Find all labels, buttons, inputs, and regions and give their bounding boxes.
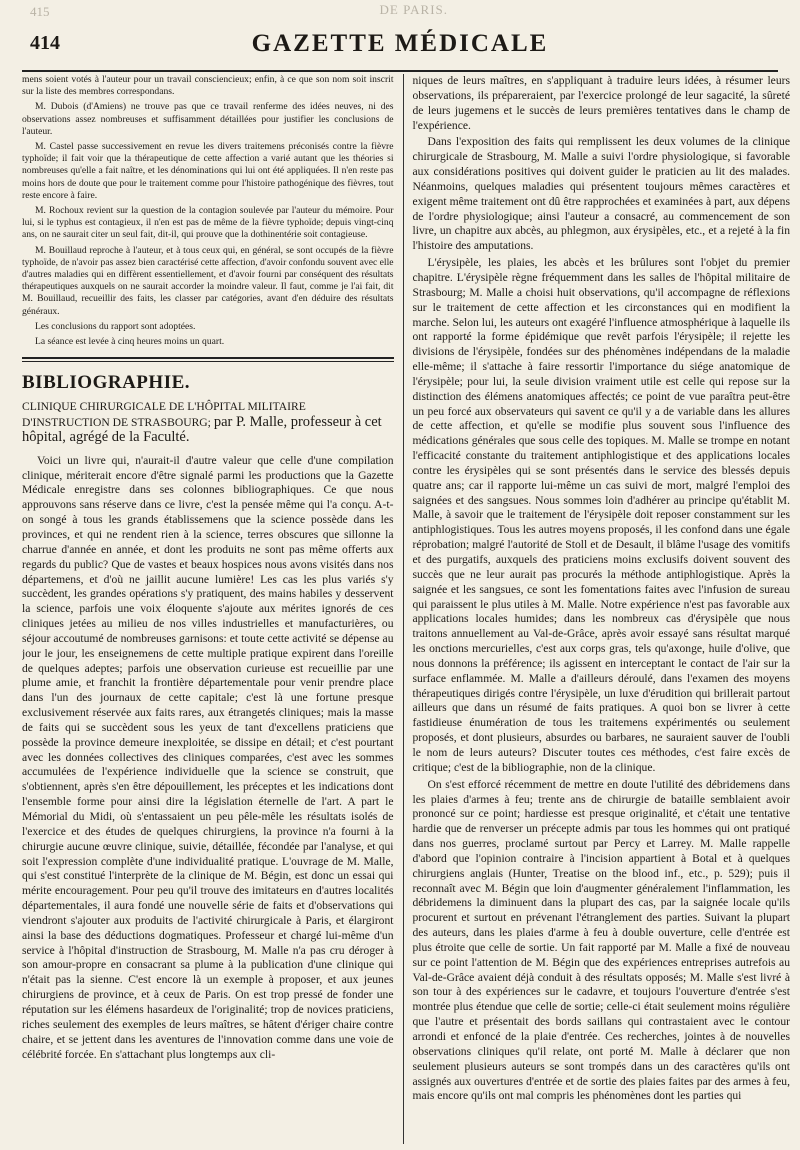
right-column	[403, 74, 791, 1144]
review-text-left	[22, 454, 394, 1063]
body-paragraph: niques de leurs maîtres, en s'appliquant à traduire leurs idées, à résumer leurs observations, ils prépareraient, par l'exercice prolongé de leur sagacité, la sûreté de leurs jugemens et le succès de leurs premières tentatives dans le champ de l'expérience.	[412, 74, 790, 132]
minutes-paragraph: M. Castel passe successivement en revue les divers traitemens préconisés contre la fièvre typhoïde; il fait voir que la thérapeutique de cette affection a varié autant que les théories si nombreuses qu'elle a fait naître, et les dénominations qui lui ont été appliquées. Il n'en reste pas moins hors de doute que pour le traitement comme pour l'histoire pathogénique des fièvres, tout reste encore à faire.	[22, 141, 394, 201]
body-paragraph: On s'est efforcé récemment de mettre en doute l'utilité des débridemens dans les plaies d'armes à feu; trente ans de chirurgie de bataille semblaient avoir prononcé sur ce point; hardiesse est presque originalité, et c'était une tentative hardie que de renverser un précepte admis par tous les hommes qui ont pratiqué dans nos guerres, proclamé surtout par Percy et Larrey. M. Malle rappelle d'abord que l'opinion contraire à l'incision appartient à Botal et à quelques chirurgiens anglais (Hunter, Treatise on the blood inf., etc., p. 529); puis il reconnaît avec M. Bégin que loin d'augmenter généralement l'inflammation, les débridemens la diminuent dans la plupart des cas, par la saignée locale qu'ils procurent et surtout en prévenant l'étranglement des parties. Suivant la plupart des auteurs, dans les plaies d'arme à feu à double ouverture, celle d'entrée est plus étroite que celle de sortie. Un fait rapporté par M. Malle a fixé de nouveau sur ce point l'attention de M. Bégin que des expériences entreprises autrefois au Val-de-Grâce avaient déjà conduit à des résultats opposés; M. Malle s'est livré à son tour à des expériences sur le cadavre, et toujours l'ouverture d'entrée s'est montrée plus étendue que celle de sortie; celle-ci était seulement moins régulière que l'autre et présentait des bords saillans qui contrastaient avec le contour arrondi et enfoncé de la plaie d'entrée. Ces recherches, jointes à de nouvelles observations cliniques qu'il relate, ont porté M. Malle à déclarer que non seulement plusieurs auteurs se sont trompés dans un des caractères qu'ils ont assignés aux ouvertures d'entrée et de sortie des plaies faites par des armes à feu, mais encore qu'ils ont mal compris les phénomènes dont les parties qui	[412, 777, 790, 1103]
body-paragraph: L'érysipèle, les plaies, les abcès et les brûlures sont l'objet du premier chapitre. L'érysipèle règne fréquemment dans les salles de l'hôpital militaire de Strasbourg; M. Malle a choisi huit observations, qu'il accompagne de réflexions sur le traitement de cette affection et les circonstances qui en modifient la marche. Selon lui, les auteurs ont exagéré l'influence atmosphérique à laquelle ils ont rapporté la forme épidémique que revêt parfois l'érysipèle; il rejette les divisions de l'érysipèle, fondées sur des phénomènes indépendans de la maladie elle-même; il s'attache à faire ressortir l'importance du siége anatomique de l'érysipèle; pour lui, la seule division vraiment utile est celle qui repose sur la distinction des élémens anatomiques affectés; ce point de vue paraîtra peut-être un peu forcé aux observateurs qui savent ce qu'il y a de variable dans les allures de cette affection, et qu'elle se modifie plus souvent sous l'influence des médications générales que sous celle des topiques. M. Malle se trompe en notant l'efficacité constante du traitement antiphlogistique et des applications locales contre les érysipèles qui se sont présentés dans le service des blessés depuis quatre ans; car il rapporte lui-même un cas suivi de mort, malgré l'emploi des saignées et des sangsues. Nous sommes loin d'adhérer au principe qu'établit M. Malle, à savoir que le traitement de l'érysipèle doit reposer constamment sur les antiphlogistiques. Tous les autres moyens proposés, il les confond dans une égale réprobation; malgré l'autorité de Stoll et de Desault, il blâme l'usage des vomitifs et des purgatifs, auxquels des praticiens moins exclusifs doivent souvent des succès que ne leur aurait pas procurés la méthode antiphlogistique. Après la saignée et les sangsues, ce sont les fomentations faites avec l'infusion de sureau qui paraissent le plus utiles à M. Malle. Notre expérience n'est pas favorable aux applications locales humides; dans les nombreux cas d'érysipèle que nous traitons annuellement au Val-de-Grâce, après avoir essayé sans résultat marqué les onctions mercurielles, c'est aux corps gras, tels qu'axonge, huile d'olive, que nous donnons la préférence; ils agissent en interceptant le contact de l'air sur la surface enflammée. M. Malle a d'ailleurs déroulé, dans l'examen des moyens thérapeutiques dirigés contre l'érysipèle, un luxe d'érudition qui brillerait partout ailleurs que dans un résumé de faits pratiques. A quoi bon se livrer à cette fastidieuse énumération de tous les traitemens expérimentés ou seulement proposés, et dont plusieurs, absurdes ou barbares, ne sauraient sauver de l'oubli le nom de leurs auteurs? Discuter toutes ces méthodes, c'est faire excès de critique; c'est de la bibliographie, non de la clinique.	[412, 256, 790, 774]
minutes-paragraph: M. Dubois (d'Amiens) ne trouve pas que ce travail renferme des idées neuves, ni des observations assez nombreuses et suffisamment détaillées pour justifier les conclusions de l'auteur.	[22, 101, 394, 137]
section-divider	[22, 357, 394, 362]
minutes-paragraph: La séance est levée à cinq heures moins un quart.	[35, 336, 225, 348]
journal-title: GAZETTE MÉDICALE	[251, 30, 549, 57]
page-number: 414	[30, 32, 60, 54]
minutes-paragraph: mens soient votés à l'auteur pour un travail consciencieux; enfin, à ce que son nom soit inscrit sur la liste des membres correspondans.	[22, 74, 394, 98]
bleed-through-page-number: 415	[30, 4, 50, 19]
session-minutes	[22, 74, 394, 348]
book-title-text: CLINIQUE CHIRURGICALE DE L'HÔPITAL MILITAIRE D'INSTRUCTION DE STRASBOURG;	[22, 400, 306, 429]
body-paragraph: Dans l'exposition des faits qui remplissent les deux volumes de la clinique chirurgicale de Strasbourg, M. Malle a suivi l'ordre physiologique, si favorable aux considérations positives qui doivent guider le praticien au lit des malades. Néanmoins, quelques maladies qui présentent toujours mêmes caractères et exigent même traitement ont dû être rapprochées et examinées à part, aux dépens de l'ordre physiologique; ainsi l'auteur a consacré, au commencement de son livre, un chapitre aux abcès, au phlegmon, aux érysipèles, etc., et a rejeté à la fin l'histoire des amputations.	[412, 135, 790, 253]
reviewed-book-title	[22, 400, 394, 446]
minutes-paragraph: M. Bouillaud reproche à l'auteur, et à tous ceux qui, en général, se sont occupés de la fièvre typhoïde, de n'avoir pas assez bien caractérisé cette affection, d'avoir confondu souvent avec elle d'autres maladies qui en diffèrent essentiellement, et d'avoir fourni par conséquent des résultats thérapeutiques auxquels on ne saurait accorder la moindre valeur. Il faut, comme je l'ai fait, dit M. Bouillaud, recueillir des faits, les classer par catégories, avant d'en déduire des résultats généraux.	[22, 244, 394, 317]
bleed-through-title: DE PARIS.	[379, 2, 448, 17]
section-heading: BIBLIOGRAPHIE.	[22, 372, 191, 394]
left-column	[22, 74, 403, 1144]
two-column-body	[22, 74, 790, 1144]
book-author: par P. Malle, professeur à cet hôpital, agrégé de la Faculté.	[22, 413, 382, 446]
running-header	[22, 0, 778, 72]
minutes-paragraph: Les conclusions du rapport sont adoptées.	[35, 320, 196, 332]
body-paragraph: Voici un livre qui, n'aurait-il d'autre valeur que celle d'une compilation clinique, mériterait encore d'être signalé parmi les productions que la Gazette Médicale enregistre dans ses colonnes bibliographiques. Ce que nous approuvons sans réserve dans ce livre, c'est la pensée même qui l'a conçu. A-t-on songé à tous les grands établissemens que la science possède dans les provinces, et qui ne rendent rien à la science, terres obscures que sillonne la charrue d'année en année, et dont les produits ne sont pas même offerts aux regards du public? Que de vastes et beaux hospices nous avons visités dans nos départemens, et d'où ne jaillit aucune lumière! Les cas les plus variés s'y succèdent, les grandes opérations s'y pratiquent, des mains habiles y desservent la science, parfois une voix éloquente s'ajoute aux mérites ignorés de ces cliniques jetées au milieu de nos villes industrielles et manufacturières, ou séjour accoutumé de nombreuses garnisons: et toute cette activité se dépense au jour le jour, les enseignemens de cette multiple pratique expirent dans l'oreille de quelques adeptes; parfois une observation curieuse est recueillie par une plume amie, et franchit la frontière départementale pour venir prendre place dans l'un des journaux de cette capitale; c'est là une fortune presque exclusivement réservée aux faits rares, aux étrangetés cliniques; mais la masse de faits qui se succèdent sous les yeux de tant d'excellens praticiens que possède la province demeure inexploitée, se dissipe en détail; et c'est pourtant avec les données collectives des cliniques comparées, c'est avec les sommes accumulées de l'expérience individuelle que la science se construit, que s'obtiennent, après s'en être dépouillement, les préceptes et les indications dont l'ensemble forme pour ainsi dire la législation éternelle de l'art. A part le Mémorial du Midi, où s'entassaient un peu pêle-mêle les résultats isolés de l'exercice et des études de quelques chirurgiens, la province n'a fourni à la chirurgie aucune œuvre clinique, suivie, détaillée, fécondée par l'analyse, et qui soit l'expression complète d'une individualité pratique. L'ouvrage de M. Malle, qui s'est constitué l'interprète de la clinique de M. Bégin, est donc un essai qui mérite encouragement. Pour peu qu'il trouve des imitateurs en d'autres localités départementales, il aura fondé une nouvelle série de faits et d'observations qui viendront s'ajouter aux produits de l'activité chirurgicale à Paris, et élargiront ainsi la base des déductions dogmatiques. Professeur et chargé lui-même d'un service à l'hôpital d'instruction de Strasbourg, M. Malle n'a pas cru déroger à son amour-propre en consacrant sa plume à la publication d'une clinique qui n'était pas la sienne. C'est encore là un exemple à proposer, et aux jeunes chirurgiens de province, et à ceux de Paris. On est trop pressé de fonder une réputation sur les élémens hasardeux de l'originalité; trop de novices praticiens, riches seulement des exemples de leurs maîtres, se hâtent d'ériger chaire contre chaire, et se jettent dans les aventures de l'innovation comme dans une voie de célébrité forcée. En s'attachant plus longtemps aux cli-	[22, 453, 394, 1061]
review-text-right	[413, 74, 791, 1104]
minutes-paragraph: M. Rochoux revient sur la question de la contagion soulevée par l'auteur du mémoire. Pour lui, si le typhus est contagieux, il n'en est pas de même de la fièvre typhoïde; depuis vingt-cinq ans, on ne saurait citer un seul fait, dit-il, qui prouve que la dothinentérie soit contagieuse.	[22, 205, 394, 241]
